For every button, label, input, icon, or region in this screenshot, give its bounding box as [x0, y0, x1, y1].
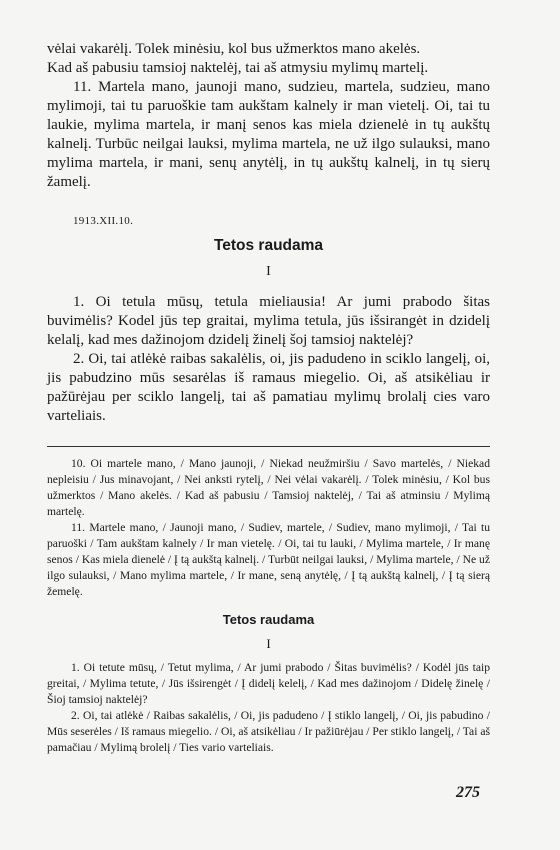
paragraph-2: 2. Oi, tai atlėkė raibas sakalėlis, oi, jis padudeno in sciklo langelį, oi, jis pabudzino mūs sesarėlas iš ramaus miegelio. Oi, aš atsikėliau ir pažūrėjau per sciklo langelį, tai aš pamatiau mylimų brolalį cies varo varteliais.: [47, 351, 490, 424]
text-line: Kad aš pabusiu tamsioj naktelėj, tai aš atmysiu mylimų martelį.: [47, 60, 429, 76]
paragraph-1: 1. Oi tetula mūsų, tetula mieliausia! Ar jumi prabodo šitas buvimėlis? Kodel jūs tep graitai, mylima tetula, jūs išsirangėt in dzidelį kelalį, kad mes dažinojom dzidelį žinelį šoj tamsioj naktelėj?: [47, 294, 490, 348]
main-text-block: [47, 40, 490, 231]
notes-section-numeral: I: [266, 636, 271, 651]
notes-block: [47, 456, 490, 600]
note-10: 10. Oi martele mano, / Mano jaunoji, / Niekad neužmiršiu / Savo martelės, / Niekad nepleisiu / Jus minavojant, / Nei anksti rytelį, / Nei vėlai vakarėlį. / Tolek minėsiu, / Kol bus užmerktos / Mano akelės. / Kad aš pabusiu / Tamsioj naktelėj, / Tai aš atminsiu / Mylimą martelę.: [47, 457, 490, 518]
main-text-block-2: [47, 293, 490, 426]
note-2: 2. Oi, tai atlėkė / Raibas sakalėlis, / Oi, jis padudeno / Į stiklo langelį, / Oi, jis pabudino / Mūs seserėles / Iš ramaus miegelio. / Oi, aš atsikėliau / Ir pažiūrėjau / Per stiklo langelį, / Tai aš pamačiau / Mylimą brolelį / Ties vario varteliais.: [47, 709, 490, 754]
notes-section-title: Tetos raudama: [222, 612, 315, 627]
section-title: Tetos raudama: [213, 237, 324, 254]
page-number: 275: [456, 784, 480, 801]
paragraph-11: 11. Martela mano, jaunoji mano, sudzieu, martela, sudzieu, mano mylimoji, tai tu paruoškie tam aukštam kalnely ir man vietelį. Oi, tai tu laukie, mylima martela, ir manį senos kas miela dzienelė in tų aukštų kalnelį. Turbūc neilgai lauksi, mylima martela, ne už ilgo sulauksi, mano mylima martela, ir mani, senų anytėlį, in tų aukštų kalnelį, in tų sierų žamelį.: [47, 79, 490, 190]
text-line: vėlai vakarėlį. Tolek minėsiu, kol bus užmerktos mano akelės.: [47, 41, 421, 57]
date-line: 1913.XII.10.: [73, 215, 134, 227]
section-numeral: I: [266, 264, 271, 279]
notes-block-2: [47, 660, 490, 756]
footnote-divider: [47, 446, 490, 447]
note-1: 1. Oi tetute mūsų, / Tetut mylima, / Ar jumi prabodo / Šitas buvimėlis? / Kodėl jūs taip greitai, / Mylima tetute, / Jūs išsirengėt / Į didelį kelelį, / Kad mes dažinojom / Didelę žinelę / Šioj tamsioj naktelėj?: [47, 661, 490, 706]
note-11: 11. Martele mano, / Jaunoji mano, / Sudiev, martele, / Sudiev, mano mylimoji, / Tai tu paruoški / Tam aukštam kalnely / Ir man vietelę. / Oi, tai tu lauki, / Mylima martele, / Ir manę senos / Kas miela dienelė / Į tą aukštą kalnelį. / Turbūt neilgai lauksi, / Mylima martele, / Ne už ilgo sulauksi, / Mano mylima martele, / Ir mane, seną anytėlę, / Į tą aukštą kalnelį, / Į tą sierą žemelę.: [47, 521, 490, 598]
